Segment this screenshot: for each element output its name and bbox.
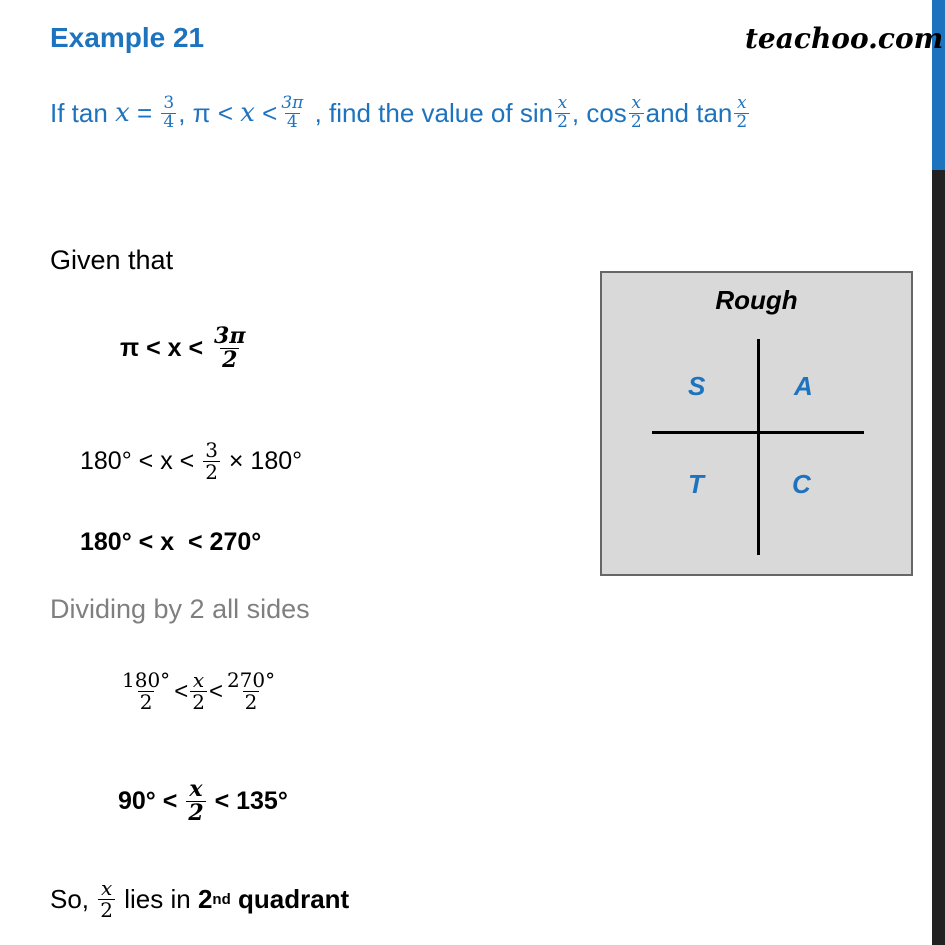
quadrant-label-s: S [688, 371, 706, 401]
line4-lt-2: < [208, 677, 223, 705]
question-fraction-tan [161, 95, 176, 132]
frac-numerator: 270° [226, 668, 276, 692]
line5-fraction [186, 778, 205, 825]
line1-fraction [212, 325, 247, 372]
question-less-than: < [262, 97, 278, 128]
question-cos-text: , cos [571, 97, 627, 128]
frac-denominator: 2 [139, 690, 153, 714]
frac-denominator: 2 [630, 111, 642, 132]
question-x-var: x [115, 98, 130, 129]
quadrant-word: quadrant [237, 884, 350, 914]
quadrant-label-c: C [792, 469, 811, 499]
line2-rhs: × 180° [228, 447, 303, 475]
quadrant-superscript: nd [212, 891, 231, 908]
frac-denominator: 2 [222, 347, 238, 374]
line1-lhs: π < x < [120, 334, 204, 363]
question-line [50, 95, 751, 132]
quadrant-horizontal-axis [652, 431, 864, 434]
question-if-text: If tan [50, 97, 108, 128]
quadrant-vertical-axis [757, 339, 760, 555]
frac-numerator: x [100, 876, 113, 900]
inequality-line-1 [120, 325, 249, 372]
frac-numerator: x [737, 93, 747, 113]
question-x-var-2: x [240, 98, 255, 129]
rough-work-box [600, 271, 913, 576]
question-fraction-tan-half [734, 95, 749, 132]
quadrant-label-t: T [688, 469, 704, 499]
frac-numerator: x [192, 668, 205, 692]
frac-denominator: 4 [163, 111, 175, 132]
lies-in-text: lies in [124, 884, 191, 914]
question-fraction-cos [629, 95, 644, 132]
frac-numerator: x [557, 93, 568, 113]
question-fraction-sin [555, 95, 570, 132]
frac-denominator: 2 [100, 898, 113, 922]
line5-rhs: < 135° [214, 787, 288, 816]
frac-denominator: 2 [192, 690, 205, 714]
inequality-line-2 [80, 440, 302, 483]
frac-numerator: x [189, 776, 203, 802]
so-text: So, [50, 884, 90, 914]
frac-numerator: 3 [205, 438, 218, 462]
frac-denominator: 2 [205, 460, 218, 484]
line4-fraction-b [190, 670, 207, 713]
inequality-line-5 [118, 778, 288, 825]
dividing-note: Dividing by 2 all sides [50, 594, 310, 624]
question-equals: = [136, 97, 153, 128]
line2-fraction [203, 440, 220, 483]
so-fraction [98, 878, 115, 921]
frac-denominator: 2 [244, 690, 258, 714]
line4-fraction-c [225, 670, 277, 713]
frac-numerator: 3 [163, 93, 175, 113]
question-range-text: , π < [178, 97, 234, 128]
example-title: Example 21 [50, 22, 205, 53]
inequality-line-3: 180° < x < 270° [80, 528, 262, 556]
brand-logo: teachoo.com [745, 22, 944, 55]
conclusion-line [50, 878, 349, 921]
frac-numerator: 3π [214, 323, 246, 349]
quadrant-number: 2 [197, 884, 213, 914]
question-find-text: , find the value of sin [314, 97, 554, 128]
line5-lhs: 90° < [118, 787, 178, 816]
inequality-line-4 [118, 670, 279, 713]
frac-denominator: 2 [557, 111, 568, 132]
question-and-tan-text: and tan [645, 97, 733, 128]
given-that-label: Given that [50, 245, 174, 275]
frac-numerator: x [631, 93, 642, 113]
line4-lt-1: < [174, 677, 189, 705]
frac-denominator: 2 [736, 111, 748, 132]
line4-fraction-a [120, 670, 172, 713]
question-fraction-range [279, 95, 305, 132]
frac-numerator: 3π [281, 93, 304, 113]
accent-sidebar-bottom [932, 170, 945, 945]
rough-title: Rough [715, 285, 798, 315]
frac-denominator: 2 [188, 800, 204, 827]
frac-numerator: 180° [122, 668, 171, 692]
quadrant-label-a: A [794, 371, 813, 401]
frac-denominator: 4 [286, 111, 298, 132]
line2-lhs: 180° < x < [80, 447, 195, 475]
